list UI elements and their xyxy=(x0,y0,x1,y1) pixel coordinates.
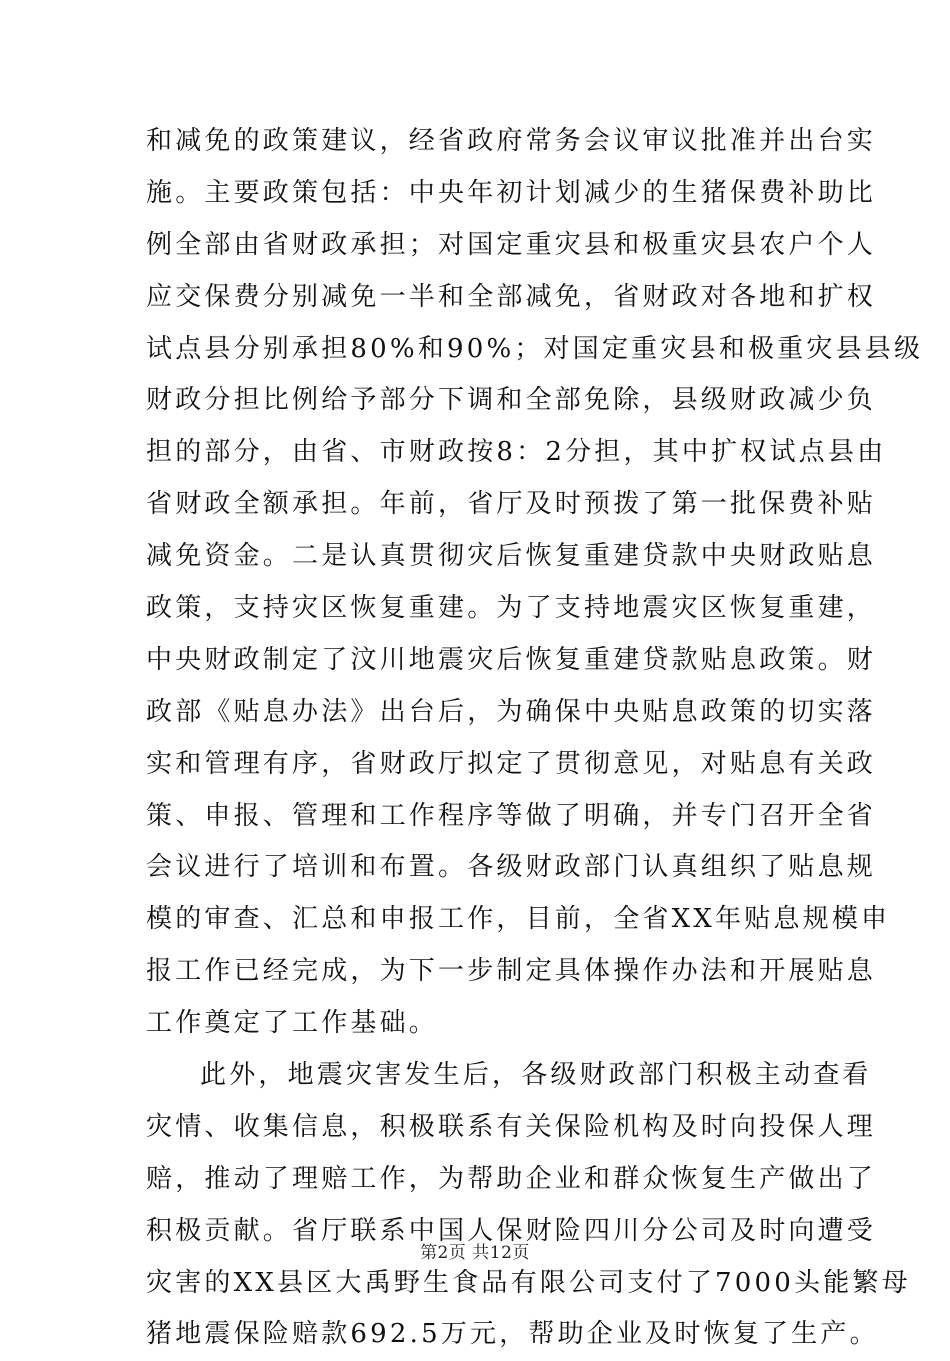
paragraph-line: 工作奠定了工作基础。 xyxy=(146,1008,439,1039)
paragraph-2 xyxy=(146,1050,911,1361)
paragraph-line: 会议进行了培训和布置。各级财政部门认真组织了贴息规 xyxy=(146,852,877,883)
paragraph-line: 灾情、收集信息，积极联系有关保险机构及时向投保人理 xyxy=(146,1111,877,1142)
paragraph-line: 中央财政制定了汶川地震灾后恢复重建贷款贴息政策。财 xyxy=(146,644,877,675)
paragraph-line: 策、申报、管理和工作程序等做了明确，并专门召开全省 xyxy=(146,800,877,831)
document-body xyxy=(146,116,924,1361)
paragraph-line: 和减免的政策建议，经省政府常务会议审议批准并出台实 xyxy=(146,126,877,156)
paragraph-line: 试点县分别承担80%和90%；对国定重灾县和极重灾县县级 xyxy=(146,333,924,364)
paragraph-line: 省财政全额承担。年前，省厅及时预拨了第一批保费补贴 xyxy=(146,489,877,520)
paragraph-line: 模的审查、汇总和申报工作，目前，全省XX年贴息规模申 xyxy=(146,904,891,935)
paragraph-line: 担的部分，由省、市财政按8：2分担，其中扩权试点县由 xyxy=(146,437,887,468)
paragraph-line: 财政分担比例给予部分下调和全部免除，县级财政减少负 xyxy=(146,385,877,416)
paragraph-line: 施。主要政策包括：中央年初计划减少的生猪保费补助比 xyxy=(146,177,877,208)
paragraph-line: 政策，支持灾区恢复重建。为了支持地震灾区恢复重建， xyxy=(146,593,877,624)
paragraph-line: 猪地震保险赔款692.5万元，帮助企业及时恢复了生产。 xyxy=(146,1319,879,1350)
paragraph-line: 政部《贴息办法》出台后，为确保中央贴息政策的切实落 xyxy=(146,696,877,727)
paragraph-line: 报工作已经完成，为下一步制定具体操作办法和开展贴息 xyxy=(146,956,877,987)
paragraph-line: 赔，推动了理赔工作，为帮助企业和群众恢复生产做出了 xyxy=(146,1163,877,1194)
page-number-footer: 第2页 共12页 xyxy=(420,1243,530,1263)
paragraph-line: 积极贡献。省厅联系中国人保财险四川分公司及时向遭受 xyxy=(146,1215,877,1246)
paragraph-line: 应交保费分别减免一半和全部减免，省财政对各地和扩权 xyxy=(146,281,877,312)
paragraph-line: 例全部由省财政承担；对国定重灾县和极重灾县农户个人 xyxy=(146,229,877,260)
paragraph-1 xyxy=(146,116,924,1050)
paragraph-line: 减免资金。二是认真贯彻灾后恢复重建贷款中央财政贴息 xyxy=(146,541,877,572)
paragraph-line: 实和管理有序，省财政厅拟定了贯彻意见，对贴息有关政 xyxy=(146,748,877,779)
paragraph-line: 此外，地震灾害发生后，各级财政部门积极主动查看 xyxy=(200,1060,872,1091)
paragraph-line: 灾害的XX县区大禹野生食品有限公司支付了7000头能繁母 xyxy=(146,1267,911,1298)
